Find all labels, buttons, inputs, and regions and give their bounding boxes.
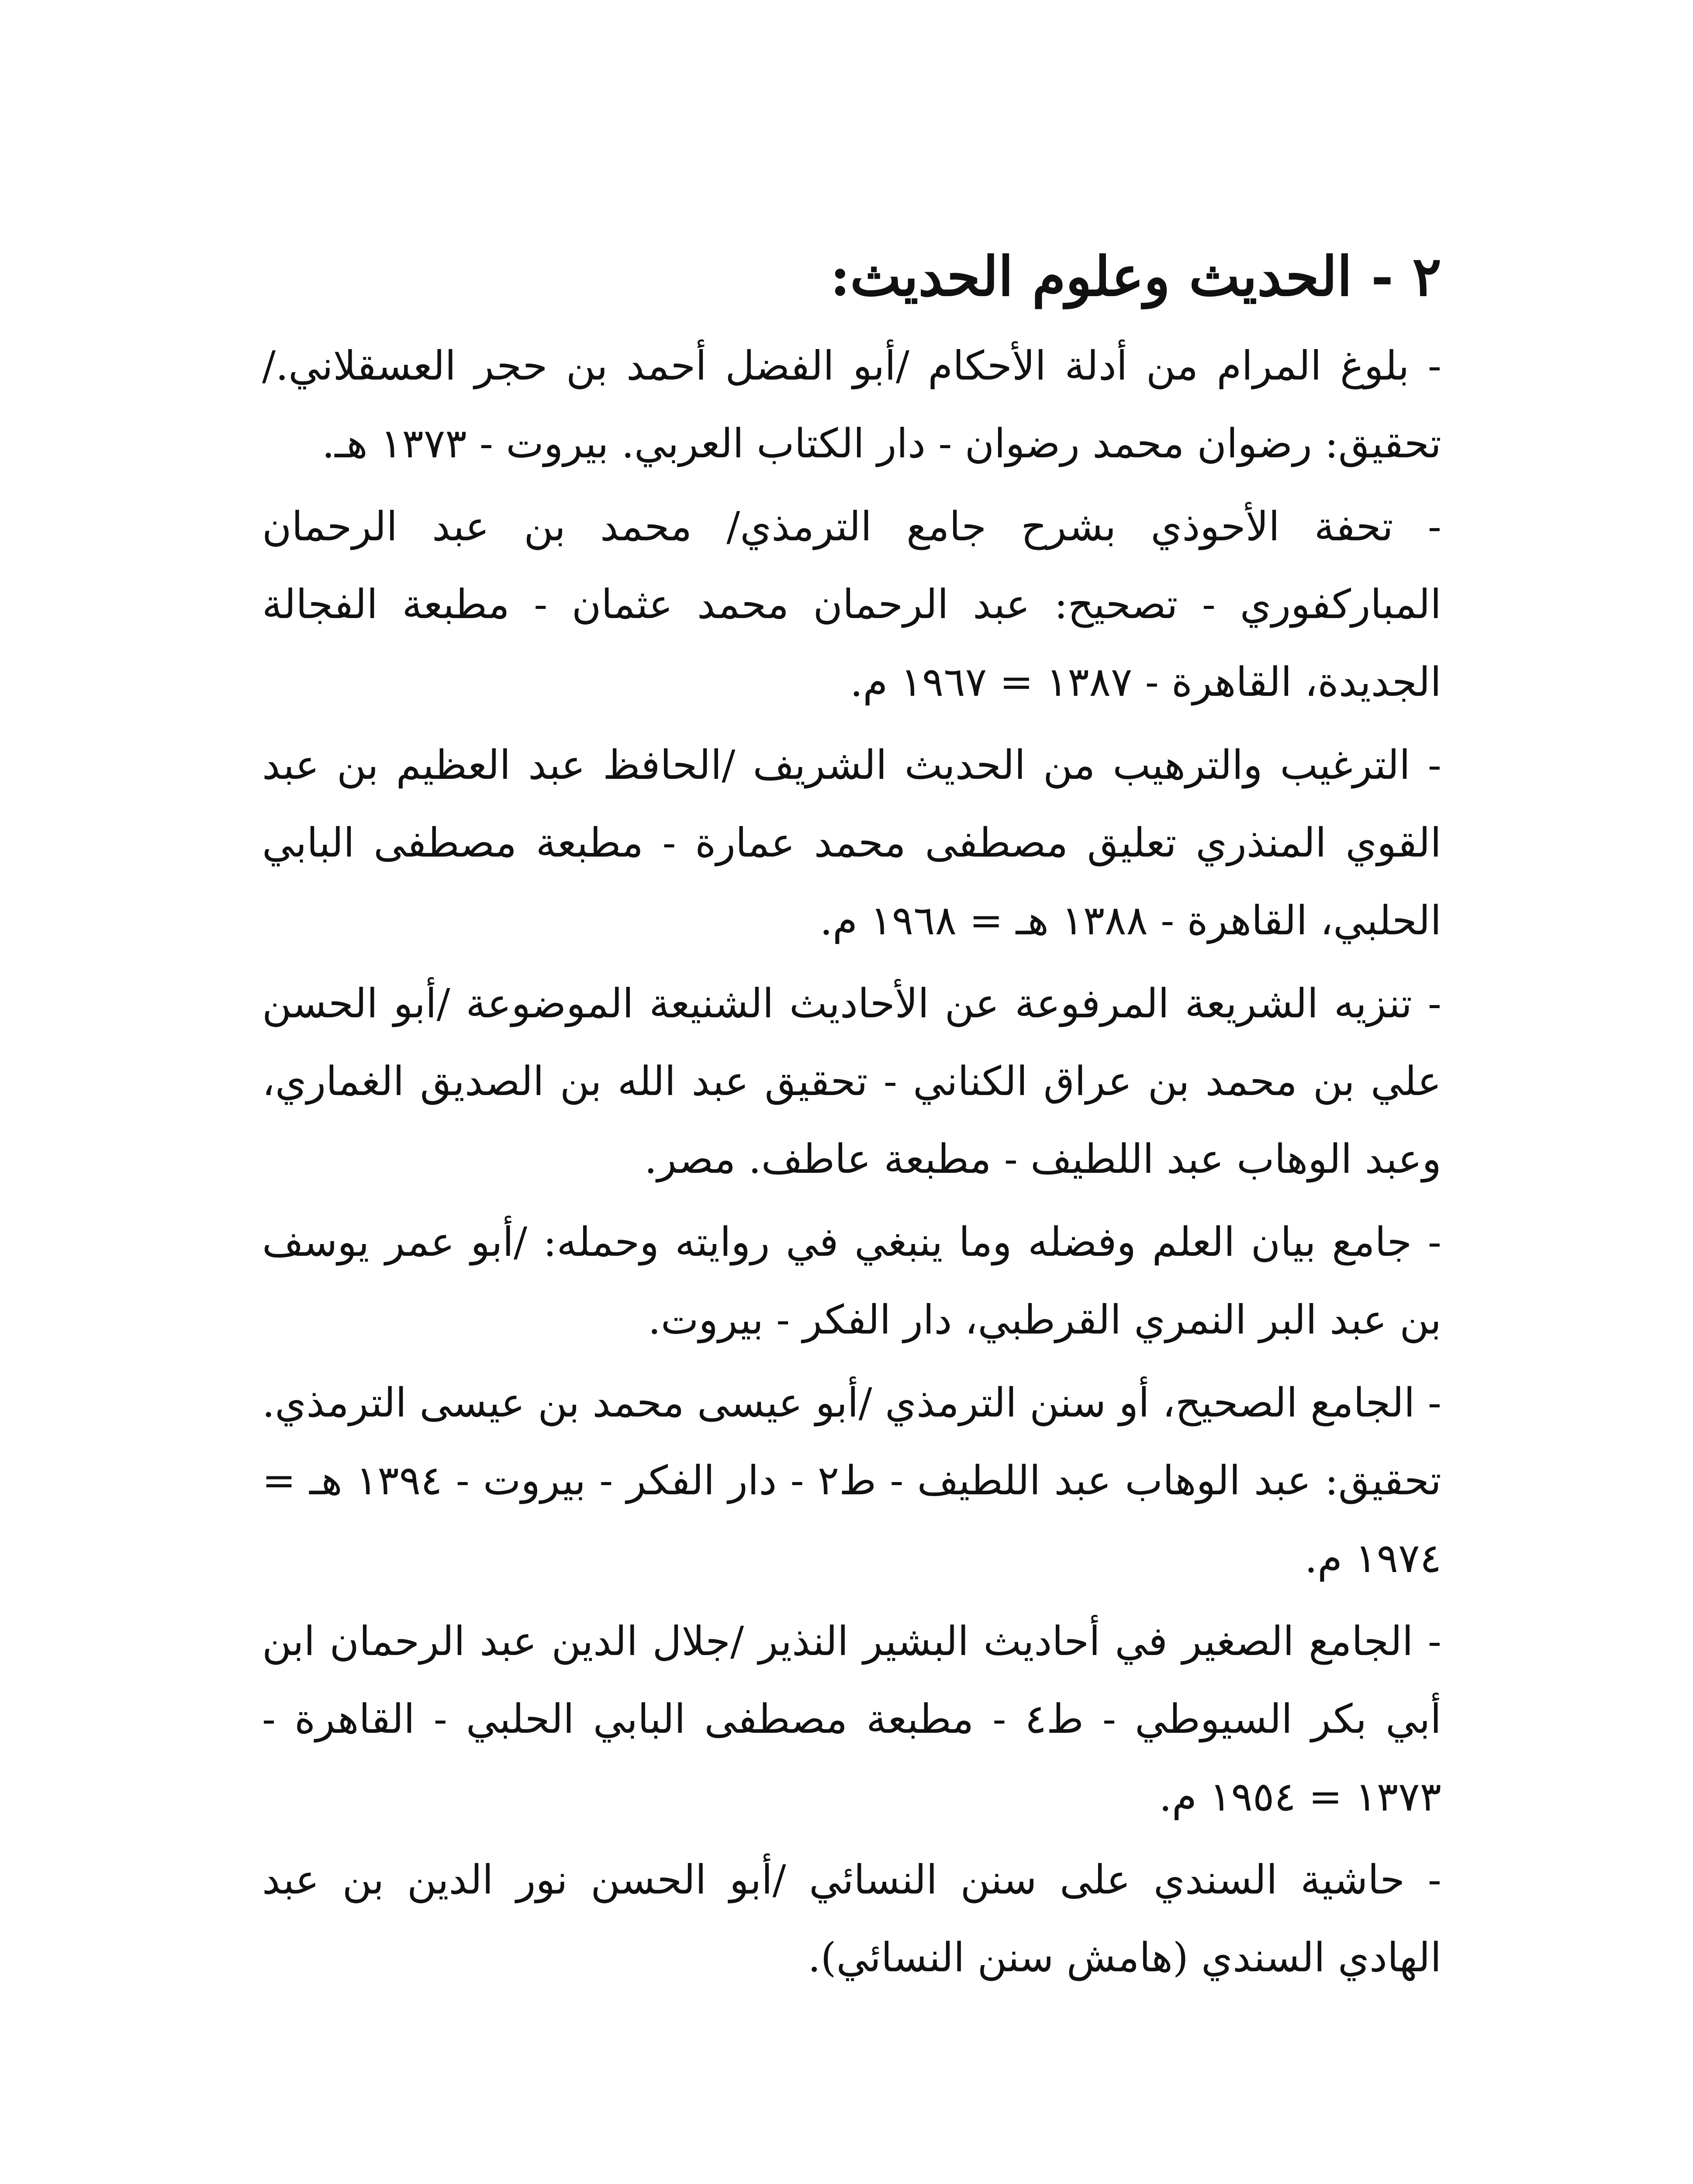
- bibliography-entry: - تحفة الأحوذي بشرح جامع الترمذي/ محمد بن عبد الرحمان المباركفوري - تصحيح: عبد الرحمان محمد عثمان - مطبعة الفجالة الجديدة، القاهرة - ١٣٨٧ = ١٩٦٧ م.: [262, 503, 1441, 705]
- bibliography-entry: - الترغيب والترهيب من الحديث الشريف /الحافظ عبد العظيم بن عبد القوي المنذري تعليق مصطفى محمد عمارة - مطبعة مصطفى البابي الحلبي، القاهرة - ١٣٨٨ هـ = ١٩٦٨ م.: [262, 741, 1441, 944]
- bibliography-entry: - الجامع الصحيح، أو سنن الترمذي /أبو عيسى محمد بن عيسى الترمذي. تحقيق: عبد الوهاب عبد اللطيف - ط٢ - دار الفكر - بيروت - ١٣٩٤ هـ = ١٩٧٤ م.: [262, 1379, 1441, 1582]
- bibliography-entry: - بلوغ المرام من أدلة الأحكام /أبو الفضل أحمد بن حجر العسقلاني./ تحقيق: رضوان محمد رضوان - دار الكتاب العربي. بيروت - ١٣٧٣ هـ.: [262, 342, 1441, 467]
- bibliography-entry: - تنزيه الشريعة المرفوعة عن الأحاديث الشنيعة الموضوعة /أبو الحسن علي بن محمد بن عراق الكناني - تحقيق عبد الله بن الصديق الغماري، وعبد الوهاب عبد اللطيف - مطبعة عاطف. مصر.: [262, 980, 1441, 1182]
- bibliography-entry: - حاشية السندي على سنن النسائي /أبو الحسن نور الدين بن عبد الهادي السندي (هامش سنن النسائي).: [262, 1856, 1441, 1981]
- bibliography-entry: - الجامع الصغير في أحاديث البشير النذير /جلال الدين عبد الرحمان ابن أبي بكر السيوطي - ط٤ - مطبعة مصطفى البابي الحلبي - القاهرة - ١٣٧٣ = ١٩٥٤ م.: [262, 1617, 1441, 1820]
- bibliography-section: [262, 245, 1441, 2002]
- section-heading: ٢ - الحديث وعلوم الحديث:: [830, 245, 1441, 308]
- bibliography-entry: - جامع بيان العلم وفضله وما ينبغي في روايته وحمله: /أبو عمر يوسف بن عبد البر النمري القرطبي، دار الفكر - بيروت.: [262, 1218, 1441, 1343]
